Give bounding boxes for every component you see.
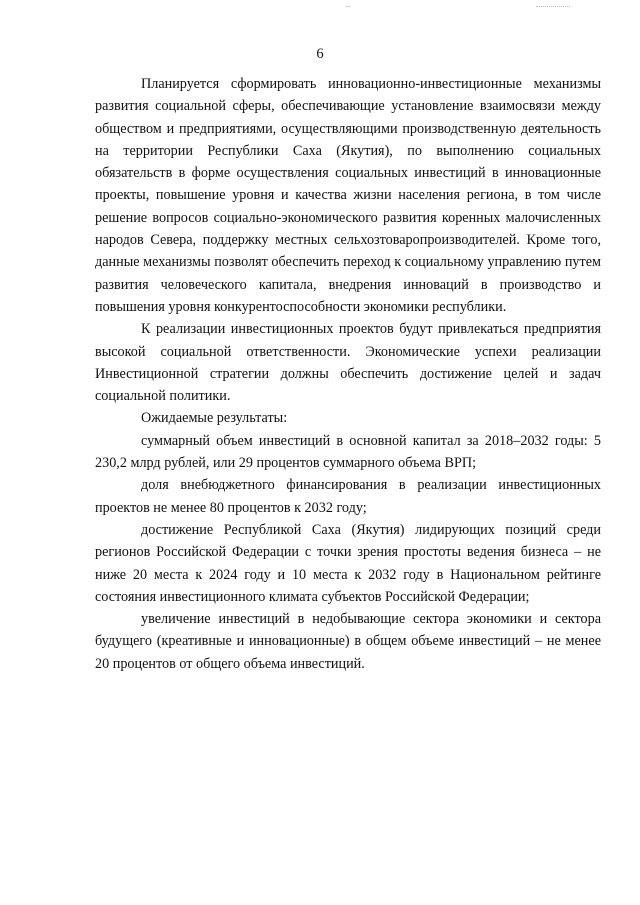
- paragraph-result-non-extractive: увеличение инвестиций в недобывающие сектора экономики и сектора будущего (креативные и инновационные) в общем объеме инвестиций – не менее 20 процентов от общего объема инвестиций.: [95, 611, 601, 672]
- scan-artifact: [346, 6, 350, 9]
- scan-artifact: [536, 6, 570, 9]
- document-body: [95, 73, 601, 675]
- paragraph-result-ranking: достижение Республикой Саха (Якутия) лидирующих позиций среди регионов Российской Федерации с точки зрения простоты ведения бизнеса – не ниже 20 места к 2024 году и 10 места к 2032 году в Национальном рейтинге состояния инвестиционного климата субъектов Российской Федерации;: [95, 521, 601, 605]
- paragraph-expected-results-heading: Ожидаемые результаты:: [141, 410, 288, 427]
- paragraph-result-extrabudgetary-share: доля внебюджетного финансирования в реализации инвестиционных проектов не менее 80 процентов к 2032 году;: [95, 477, 601, 516]
- paragraph-project-implementation: К реализации инвестиционных проектов будут привлекаться предприятия высокой социальной ответственности. Экономические успехи реализации Инвестиционной стратегии должны обеспечить достижение целей и задач социальной политики.: [95, 321, 601, 405]
- paragraph-social-mechanisms: Планируется сформировать инновационно-инвестиционные механизмы развития социальной сферы, обеспечивающие установление взаимосвязи между обществом и предприятиями, осуществляющими производственную деятельность на территории Республики Саха (Якутия), по выполнению социальных обязательств в форме осуществления социальных инвестиций в инновационные проекты, повышение уровня и качества жизни населения региона, в том числе решение вопросов социально-экономического развития коренных малочисленных народов Севера, поддержку местных сельхозтоваропроизводителей. Кроме того, данные механизмы позволят обеспечить переход к социальному управлению путем развития человеческого капитала, внедрения инноваций в производство и повышения уровня конкурентоспособности экономики республики.: [95, 76, 601, 315]
- page-number: 6: [316, 46, 324, 62]
- paragraph-result-total-investment: суммарный объем инвестиций в основной капитал за 2018–2032 годы: 5 230,2 млрд рублей, или 29 процентов суммарного объема ВРП;: [95, 432, 601, 472]
